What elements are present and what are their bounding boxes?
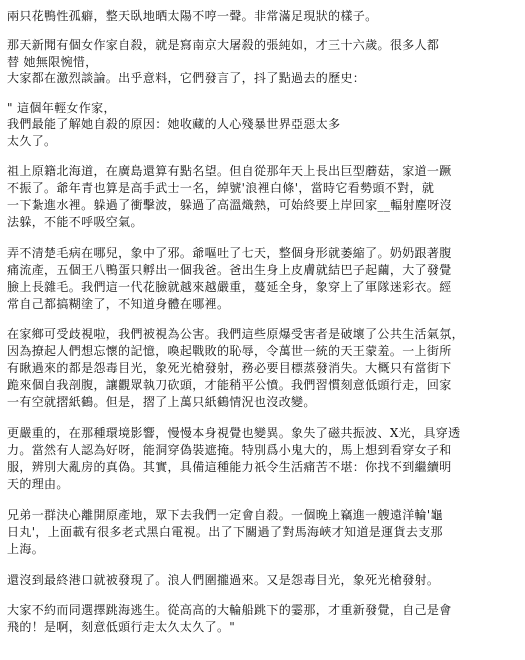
text-line: 痛流產，五個王八鴨蛋只孵出一個我爸。爸出生身上皮膚就結巴子起繭，大了發覺	[7, 263, 452, 277]
text-line: 不振了。爺年青也算是高手武士一名，綽號'浪裡白條'，當時它看勢頭不對，就	[7, 181, 435, 195]
text-line: 兄弟一群決心離開原產地，眾下去我們一定會自殺。一個晚上竊進一艘遠洋輪'龜	[7, 508, 443, 522]
text-line: 弄不清楚毛病在哪兒，象中了邪。爺嘔吐了七天，整個身形就萎縮了。奶奶跟著腹	[7, 246, 452, 260]
text-line: 常自己都搞糊塗了，不知道身體在哪裡。	[7, 297, 230, 311]
text-line: 日丸'，上面載有很多老式黑白電視。出了下關過了對馬海峽才知道是運貨去支那	[7, 525, 443, 539]
text-line: 法躲，不能不呼吸空氣。	[7, 215, 143, 229]
text-line: 大家都在激烈談論。出乎意料，它們發言了，抖了點過去的歷史：	[7, 71, 366, 85]
text-line: 在家鄉可受歧視啦，我們被視為公害。我們這些原爆受害者是破壞了公共生活氣氛，	[7, 327, 464, 341]
text-line: 臉上長雜毛。我們這一代花臉就越來越嚴重，蔓延全身，象穿上了軍隊迷彩衣。經	[7, 280, 452, 294]
text-line: 還沒到最終港口就被發現了。浪人們圍攏過來。又是怨毒目光，象死光槍發射。	[7, 573, 440, 587]
text-line: 太久了。	[7, 134, 57, 148]
text-line: 力。當然有人認為好呀，能洞穿偽裝遮掩。特別爲小鬼大的，馬上想到看穿女子和	[7, 443, 452, 457]
text-line: 兩只花鴨性孤癖，整天臥地晒太陽不哼一聲。非常滿足現狀的樣子。	[7, 9, 378, 23]
text-line: 一下紮進水裡。躲過了衝擊波，躲過了高溫熾熱，可始終要上岸回家__輻射塵呀沒	[7, 198, 452, 212]
text-line: 更嚴重的，在那種環境影響，慢慢本身視覺也變異。象失了磁共振波、X光，具穿透	[7, 426, 461, 440]
text-line: 替 她無限惋惜，	[7, 55, 98, 69]
text-line: 我們最能了解她自殺的原因：她收藏的人心殘暴世界亞惡太多	[7, 117, 341, 131]
text-line: 天的理由。	[7, 477, 69, 491]
text-line: 因為撩起人們想忘懷的記憶，喚起戰敗的恥辱，令萬世一統的天王蒙羞。一上街所	[7, 344, 452, 358]
text-line: 那天新聞有個女作家自殺，就是寫南京大屠殺的張純如，才三十六歲。很多人都	[7, 38, 440, 52]
text-line: 大家不約而同選擇跳海逃生。從高高的大輪船跳下的霎那，才重新發覺，自己是會	[7, 603, 452, 617]
text-line: 服，辨別大亂房的真偽。其實，具備這種能力祇令生活痛苦不堪：你找不到繼續明	[7, 460, 452, 474]
text-line: 飛的！是啊，刻意低頭行走太久太久了。"	[7, 620, 236, 634]
text-line: 一有空就摺紙鶴。但是，摺了上萬只紙鶴情況也沒改變。	[7, 395, 316, 409]
text-line: 有瞅過來的都是怨毒目光，象死光槍發射，務必要目標蒸發消失。大概只有當街下	[7, 361, 452, 375]
text-line: 祖上原籍北海道，在廣島還算有點名望。但自從那年天上長出巨型蘑菇，家道一蹶	[7, 164, 452, 178]
text-line: 上海。	[7, 542, 45, 556]
text-line: " 這個年輕女作家，	[7, 101, 116, 115]
text-line: 跪來個自我剖腹，讓觀眾執刀砍頭，才能稍平公憤。我們習慣刻意低頭行走，回家	[7, 378, 452, 392]
